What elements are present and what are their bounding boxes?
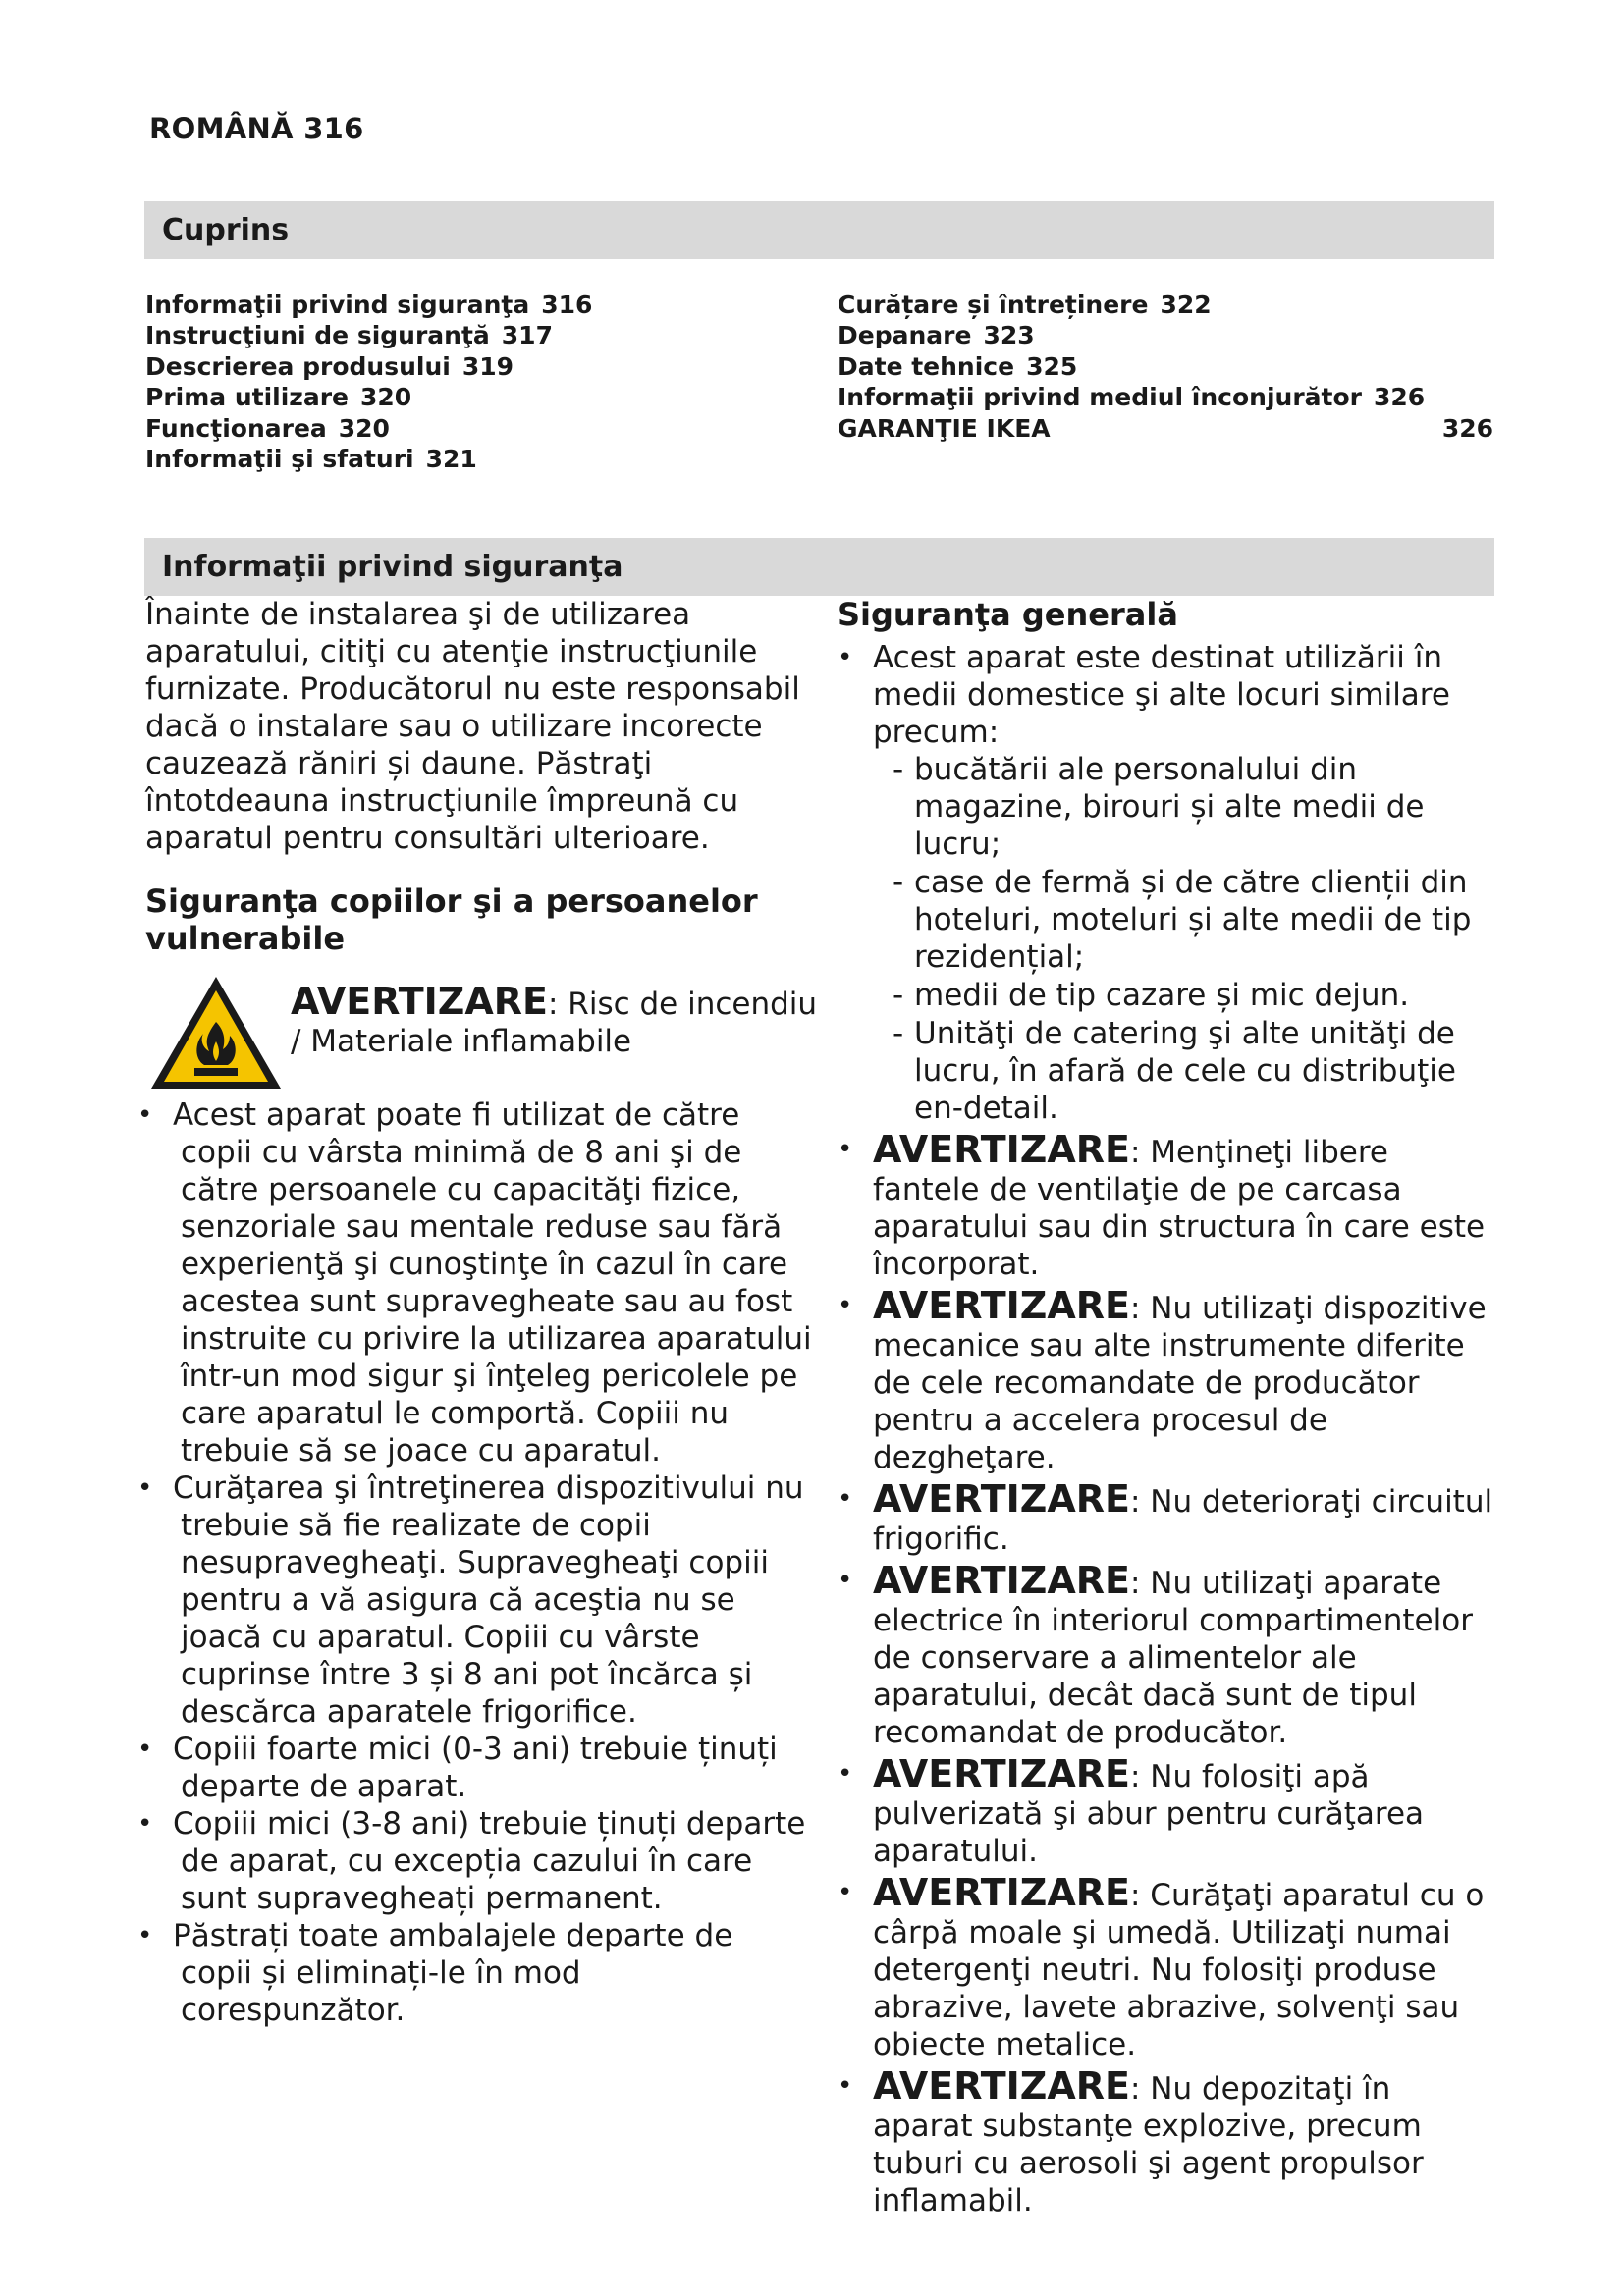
toc-entry-label: Instrucţiuni de siguranţă [145, 321, 490, 350]
warning-item [838, 1871, 1497, 2063]
toc-entry[interactable] [838, 320, 1493, 350]
warning-text: : Nu utilizaţi dispozitive mecanice sau alte instrumente diferite de cele recomandate de producător pentru a accelera procesul de dezgheţare. [873, 1291, 1487, 1475]
safety-left-column [145, 596, 818, 2029]
warning-text: : Menţineţi libere fantele de ventilaţie de pe carcasa aparatului sau din structura în care este încorporat. [873, 1135, 1486, 1282]
general-safety-list [838, 639, 1497, 2219]
warning-text: : Nu folosiţi apă pulverizată şi abur pentru curăţarea aparatului. [873, 1759, 1425, 1869]
general-sub-list [891, 751, 1497, 1127]
toc-entry-page: 321 [425, 445, 477, 474]
toc-entry-page: 316 [541, 291, 593, 319]
warning-keyword: AVERTIZARE [873, 2064, 1130, 2108]
toc-entry[interactable] [145, 413, 793, 444]
toc-entry[interactable] [838, 413, 1493, 444]
children-safety-heading: Siguranţa copiilor şi a persoanelor vulnerabile [145, 882, 758, 957]
warning-keyword: AVERTIZARE [873, 1284, 1130, 1327]
general-safety-heading: Siguranţa generală [838, 596, 1178, 633]
toc-entry[interactable] [145, 382, 793, 412]
toc-right-column [838, 290, 1493, 444]
flammable-warning-icon [147, 973, 285, 1095]
list-item [838, 639, 1497, 1127]
toc-entry-label: Informaţii privind mediul înconjurător [838, 383, 1362, 412]
toc-entry-label: Funcţionarea [145, 413, 327, 443]
toc-left-column [145, 290, 793, 474]
list-item: • Copiii mici (3-8 ani) trebuie ținuți departe de aparat, cu excepția cazului în care sunt supravegheați permanent. [145, 1805, 813, 1917]
warning-text: : Risc de incendiu / Materiale inflamabile [291, 987, 818, 1059]
sub-list-item: - bucătării ale personalului din magazine, birouri și alte medii de lucru; [891, 751, 1497, 863]
warning-text: : Nu deterioraţi circuitul frigorific. [873, 1484, 1493, 1557]
toc-entry-page: 326 [1373, 383, 1426, 412]
toc-entry-page: 322 [1160, 291, 1212, 319]
toc-entry[interactable] [145, 444, 793, 474]
warning-keyword: AVERTIZARE [873, 1559, 1130, 1602]
warning-item [838, 2064, 1497, 2219]
sub-list-item: - medii de tip cazare și mic dejun. [891, 977, 1497, 1014]
section-title-safety: Informaţii privind siguranţa [144, 538, 1494, 596]
toc-entry-label: Curățare și întreținere [838, 291, 1149, 319]
warning-item [838, 1284, 1497, 1476]
toc-entry-label: Informaţii şi sfaturi [145, 445, 414, 474]
list-item: • Curăţarea şi întreţinerea dispozitivului nu trebuie să fie realizate de copii nesupravegheaţi. Supravegheaţi copiii pentru a vă asigura că aceştia nu se joacă cu aparatul. Copiii cu vârste cuprinse între 3 și 8 ani pot încărca și descărca aparatele frigorifice. [145, 1469, 813, 1731]
warning-text: : Nu utilizaţi aparate electrice în interiorul compartimentelor de conservare a alimentelor ale aparatului, decât dacă sunt de tipul recomandat de producător. [873, 1566, 1473, 1750]
warning-item [838, 1477, 1497, 1558]
toc-title: Cuprins [144, 201, 1494, 259]
children-safety-list [145, 1096, 813, 2029]
toc-entry[interactable] [145, 290, 793, 320]
toc-entry-page: 325 [1026, 351, 1078, 381]
toc-entry[interactable] [145, 351, 793, 382]
warning-text: : Nu depozitaţi în aparat substanţe explozive, precum tuburi cu aerosoli şi agent propulsor inflamabil. [873, 2071, 1424, 2218]
safety-right-column [838, 596, 1497, 2220]
toc-entry[interactable] [838, 290, 1493, 320]
toc-entry-page: 320 [360, 383, 412, 412]
warning-keyword: AVERTIZARE [291, 980, 548, 1023]
list-item: • Acest aparat poate fi utilizat de către copii cu vârsta minimă de 8 ani şi de către persoanele cu capacităţi fizice, senzoriale sau mentale reduse sau fără experienţă şi cunoştinţe în cazul în care acestea sunt supravegheate sau au fost instruite cu privire la utilizarea aparatului într-un mod sigur şi înţeleg pericolele pe care aparatul le comportă. Copiii nu trebuie să se joace cu aparatul. [145, 1096, 813, 1469]
list-item: • Copiii foarte mici (0-3 ani) trebuie ținuți departe de aparat. [145, 1731, 813, 1805]
toc-entry-page: 320 [338, 413, 390, 443]
toc-entry-label: Descrierea produsului [145, 351, 451, 381]
warning-item [838, 1559, 1497, 1751]
toc-entry-label: Date tehnice [838, 351, 1015, 381]
toc-entry-page: 326 [1441, 413, 1493, 443]
warning-keyword: AVERTIZARE [873, 1477, 1130, 1521]
warning-item [838, 1128, 1497, 1283]
toc-entry-label: Informaţii privind siguranţa [145, 291, 530, 319]
page-header: ROMÂNĂ 316 [149, 112, 364, 145]
toc-entry-page: 323 [983, 321, 1035, 350]
warning-text: : Curăţaţi aparatul cu o cârpă moale şi umedă. Utilizaţi numai detergenţi neutri. Nu folosiţi produse abrazive, lavete abrazive, solvenţi sau obiecte metalice. [873, 1878, 1485, 2062]
toc-entry[interactable] [838, 351, 1493, 382]
warning-keyword: AVERTIZARE [873, 1752, 1130, 1795]
toc-entry-label: Prima utilizare [145, 383, 350, 412]
fire-warning-text [291, 980, 821, 1060]
toc-entry[interactable] [145, 320, 793, 350]
toc-entry-page: 319 [461, 351, 514, 381]
warning-item [838, 1752, 1497, 1870]
warning-keyword: AVERTIZARE [873, 1871, 1130, 1914]
fire-warning-box [145, 973, 818, 1083]
toc-entry-label: GARANŢIE IKEA [838, 413, 1051, 443]
general-first-text: Acest aparat este destinat utilizării în medii domestice şi alte locuri similare precum: [873, 640, 1450, 750]
list-item: • Păstrați toate ambalajele departe de copii și eliminați-le în mod corespunzător. [145, 1917, 813, 2029]
sub-list-item: - case de fermă și de către clienții din hoteluri, moteluri și alte medii de tip rezidențial; [891, 864, 1497, 976]
toc-entry[interactable] [838, 382, 1493, 412]
warning-keyword: AVERTIZARE [873, 1128, 1130, 1171]
toc-entry-label: Depanare [838, 321, 972, 350]
toc-entry-page: 317 [501, 321, 553, 350]
safety-intro-paragraph: Înainte de instalarea şi de utilizarea aparatului, citiţi cu atenţie instrucţiunile furnizate. Producătorul nu este responsabil dacă o instalare sau o utilizare incorecte cauzează răniri și daune. Păstraţi întotdeauna instrucţiunile împreună cu aparatul pentru consultări ulterioare. [145, 597, 800, 856]
sub-list-item: - Unităţi de catering şi alte unităţi de lucru, în afară de cele cu distribuţie en-detail. [891, 1015, 1497, 1127]
